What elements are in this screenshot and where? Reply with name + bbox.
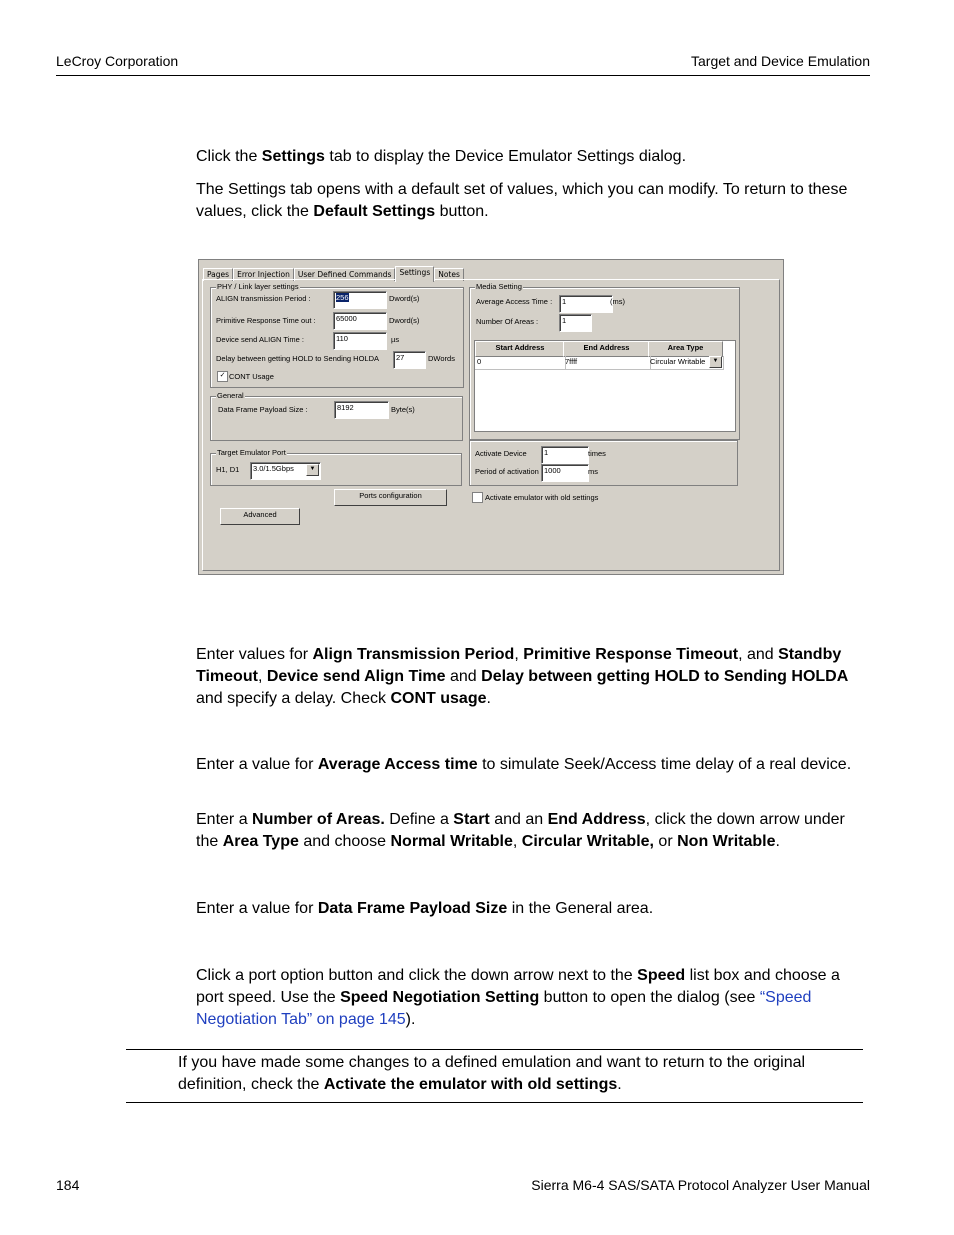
activate-device-label: Activate Device [475, 449, 527, 458]
hold-delay-label: Delay between getting HOLD to Sending HOLDA [216, 354, 380, 363]
note-box [126, 1049, 863, 1103]
tab-user-defined-commands[interactable]: User Defined Commands [294, 268, 396, 281]
footer-title: Sierra M6-4 SAS/SATA Protocol Analyzer User Manual [531, 1177, 870, 1193]
tab-pages[interactable]: Pages [203, 268, 233, 281]
cell-end-address[interactable]: 7ffff [563, 356, 651, 370]
paragraph-areas: Enter a Number of Areas. Define a Start and an End Address, click the down arrow under the Area Type and choose Normal Writable, Circular Writable, or Non Writable. [196, 811, 845, 850]
access-time-label: Average Access Time : [476, 297, 553, 306]
period-of-activation-label: Period of activation [475, 467, 539, 476]
intro-paragraph-2: The Settings tab opens with a default set of values, which you can modify. To return to these values, click the Default Settings button. [196, 181, 848, 220]
cell-start-address[interactable]: 0 [475, 356, 566, 370]
target-emulator-port-title: Target Emulator Port [217, 448, 286, 457]
primitive-timeout-input[interactable]: 65000 [333, 312, 387, 330]
phy-link-group-title: PHY / Link layer settings [217, 282, 299, 291]
device-align-time-label: Device send ALIGN Time : [216, 335, 304, 344]
align-period-input[interactable]: 256 [333, 291, 387, 309]
period-of-activation-unit: ms [588, 467, 598, 476]
tab-error-injection[interactable]: Error Injection [233, 268, 294, 281]
ports-configuration-button[interactable]: Ports configuration [334, 489, 447, 506]
tab-settings[interactable]: Settings [395, 266, 434, 282]
hold-delay-input[interactable]: 27 [393, 351, 426, 369]
cell-area-type[interactable]: Circular Writable ▼ [648, 356, 724, 370]
areas-table [474, 340, 736, 432]
hold-delay-unit: DWords [428, 354, 455, 363]
cont-usage-label: CONT Usage [229, 372, 274, 381]
number-of-areas-input[interactable]: 1 [559, 314, 592, 332]
chevron-down-icon[interactable]: ▼ [306, 464, 319, 476]
tab-notes[interactable]: Notes [434, 268, 464, 281]
advanced-button[interactable]: Advanced [220, 508, 300, 525]
device-align-time-unit: µs [391, 335, 400, 344]
chevron-down-icon[interactable]: ▼ [709, 356, 722, 368]
activate-device-input[interactable]: 1 [541, 446, 589, 464]
paragraph-phy-settings: Enter values for Align Transmission Period, Primitive Response Timeout, and Standby Timeout, Device send Align Time and Delay between getting HOLD to Sending HOLDA and specify a delay. Check CONT usage. [196, 646, 849, 707]
align-period-unit: Dword(s) [389, 294, 420, 303]
page-number: 184 [56, 1177, 80, 1193]
primitive-timeout-unit: Dword(s) [389, 316, 420, 325]
target-emulator-port-group [210, 448, 462, 486]
activation-group [469, 440, 738, 486]
device-align-time-input[interactable]: 110 [333, 332, 387, 350]
access-time-unit: (ms) [610, 297, 625, 306]
port-label: H1, D1 [216, 465, 240, 474]
media-setting-title: Media Setting [476, 282, 522, 291]
old-settings-label: Activate emulator with old settings [485, 493, 599, 502]
payload-size-label: Data Frame Payload Size : [218, 405, 308, 414]
paragraph-port-speed: Click a port option button and click the down arrow next to the Speed list box and choose a port speed. Use the Speed Negotiation Setting button to open the dialog (see “Speed Negotiation Tab” on page 145). [196, 967, 840, 1028]
intro-paragraph-1: Click the Settings tab to display the Device Emulator Settings dialog. [196, 148, 687, 165]
cont-usage-checkbox[interactable]: ✓ [217, 371, 228, 382]
activate-device-unit: times [588, 449, 606, 458]
old-settings-checkbox[interactable] [472, 492, 483, 503]
tab-bar [203, 266, 464, 280]
header-company: LeCroy Corporation [56, 53, 179, 69]
header-rule [56, 75, 870, 76]
payload-size-unit: Byte(s) [391, 405, 415, 414]
paragraph-access-time: Enter a value for Average Access time to simulate Seek/Access time delay of a real device. [196, 756, 852, 773]
align-period-label: ALIGN transmission Period : [216, 294, 311, 303]
payload-size-input[interactable]: 8192 [334, 401, 389, 419]
period-of-activation-input[interactable]: 1000 [541, 464, 589, 482]
column-start-address[interactable]: Start Address [475, 341, 565, 357]
column-end-address[interactable]: End Address [563, 341, 650, 357]
paragraph-payload: Enter a value for Data Frame Payload Size in the General area. [196, 900, 654, 917]
header-section: Target and Device Emulation [691, 53, 870, 69]
number-of-areas-label: Number Of Areas : [476, 317, 539, 326]
column-area-type[interactable]: Area Type [648, 341, 723, 357]
primitive-timeout-label: Primitive Response Time out : [216, 316, 316, 325]
access-time-input[interactable]: 1 [559, 295, 613, 313]
note-text: If you have made some changes to a defined emulation and want to return to the original definition, check the Activate the emulator with old settings. [178, 1054, 806, 1093]
general-group-title: General [217, 391, 244, 400]
speed-negotiation-link[interactable]: “Speed Negotiation Tab” on page 145 [196, 989, 812, 1028]
speed-select[interactable]: 3.0/1.5Gbps ▼ [250, 462, 321, 480]
